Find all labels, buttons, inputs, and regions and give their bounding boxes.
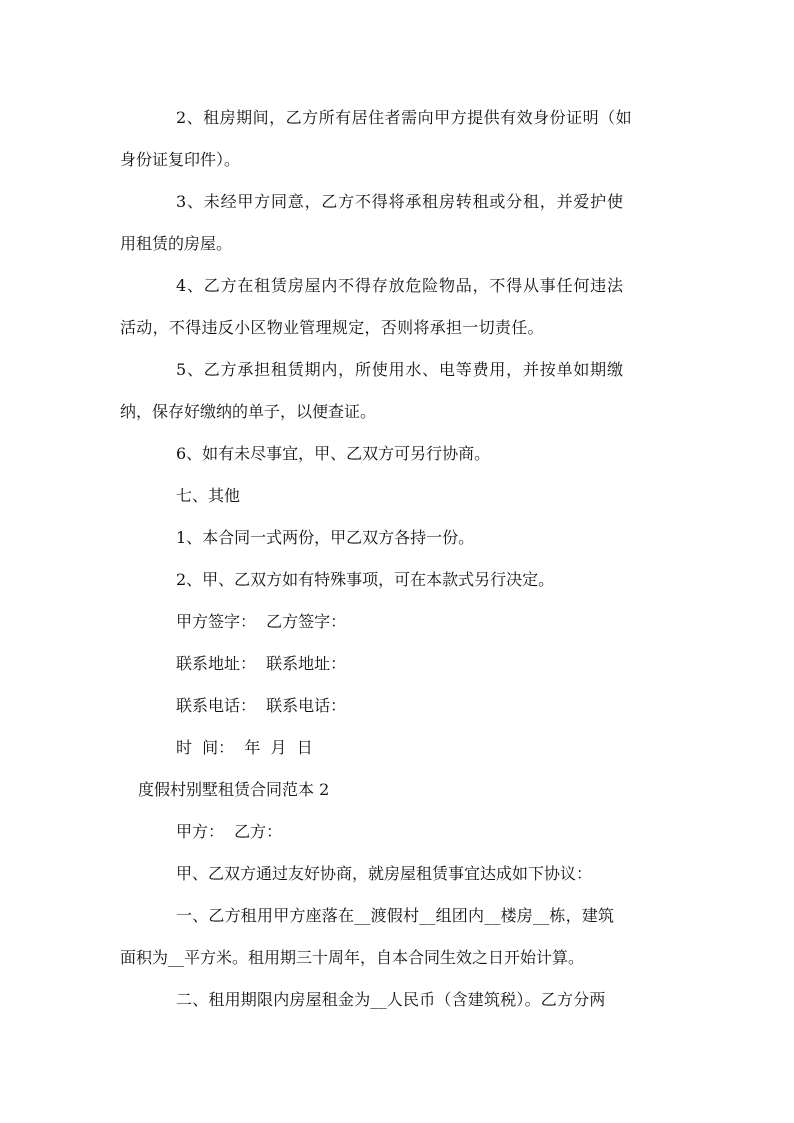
text-line: 活动，不得违反小区物业管理规定，否则将承担一切责任。: [120, 318, 544, 337]
text-line: 3、未经甲方同意，乙方不得将承租房转租或分租，并爱护使: [176, 192, 624, 211]
text-line: 面积为__平方米。租用期三十周年，自本合同生效之日开始计算。: [120, 948, 585, 967]
document-title: 度假村别墅租赁合同范本 2: [138, 780, 330, 799]
text-line: 甲、乙双方通过友好协商，就房屋租赁事宜达成如下协议：: [176, 864, 593, 883]
text-line: 身份证复印件）。: [120, 150, 241, 169]
text-line: 2、租房期间，乙方所有居住者需向甲方提供有效身份证明（如: [176, 108, 633, 127]
text-line: 4、乙方在租赁房屋内不得存放危险物品，不得从事任何违法: [176, 276, 624, 295]
date-line: 时 间： 年 月 日: [176, 738, 313, 757]
address-line: 联系地址： 联系地址：: [176, 654, 347, 673]
phone-line: 联系电话： 联系电话：: [176, 696, 347, 715]
text-line: 二、租用期限内房屋租金为__人民币（含建筑税）。乙方分两: [176, 990, 606, 1009]
section-heading: 七、其他: [176, 486, 241, 505]
text-line: 一、乙方租用甲方座落在__渡假村__组团内__楼房__栋，建筑: [176, 906, 615, 925]
text-line: 6、如有未尽事宜，甲、乙双方可另行协商。: [176, 444, 491, 463]
text-line: 1、本合同一式两份，甲乙双方各持一份。: [176, 528, 475, 547]
text-line: 纳，保存好缴纳的单子，以便查证。: [120, 402, 377, 421]
text-line: 5、乙方承担租赁期内，所使用水、电等费用，并按单如期缴: [176, 360, 624, 379]
text-line: 用租赁的房屋。: [120, 234, 233, 253]
signature-line: 甲方签字： 乙方签字：: [176, 612, 347, 631]
parties-line: 甲方： 乙方：: [176, 822, 283, 841]
text-line: 2、甲、乙双方如有特殊事项，可在本款式另行决定。: [176, 570, 555, 589]
